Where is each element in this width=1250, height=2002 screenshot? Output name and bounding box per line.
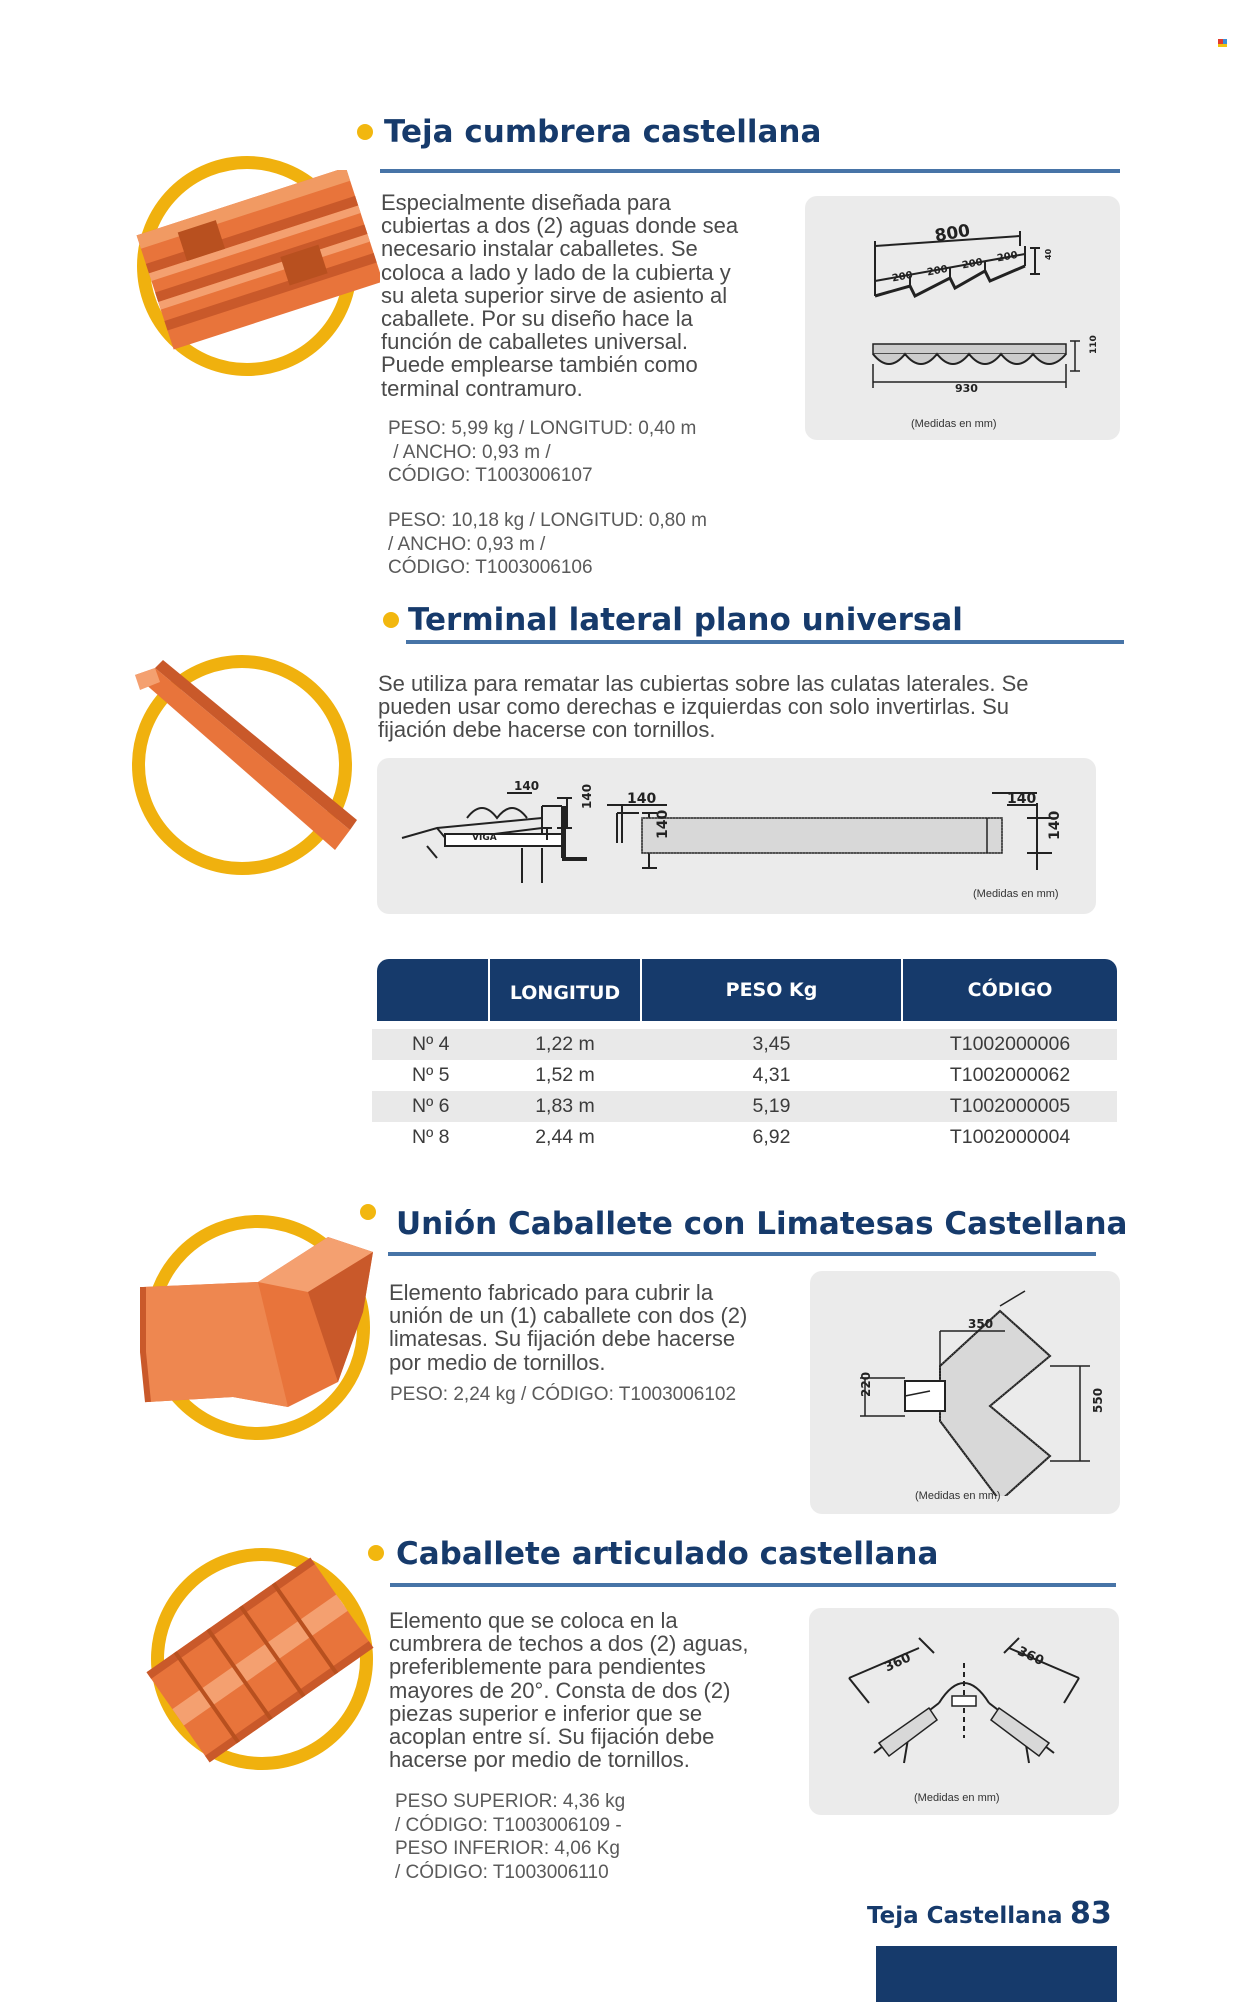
measurement-note: (Medidas en mm) [915, 1490, 1001, 1502]
product-image-caballete-articulado [140, 1550, 380, 1770]
product-spec: PESO: 10,18 kg / LONGITUD: 0,80 m / ANCHO: 0,93 m / CÓDIGO: T1003006106 [388, 510, 707, 578]
table-row [372, 1122, 1117, 1153]
table-cell: T1002000006 [949, 1033, 1071, 1055]
table-header [377, 959, 1117, 1021]
section-description: Se utiliza para rematar las cubiertas sobre las culatas laterales. Se pueden usar como derechas e izquierdas con solo invertirlas. Su fijación debe hacerse con tornillos. [378, 671, 1029, 743]
table-header-cell: LONGITUD [509, 982, 621, 1004]
section-description: Elemento fabricado para cubrir la unión de un (1) caballete con dos (2) limatesas. Su fijación debe hacerse por medio de tornillos. [389, 1280, 748, 1375]
table-row [372, 1029, 1117, 1060]
section-bullet [360, 1204, 376, 1220]
page-number: 83 [1070, 1896, 1112, 1931]
dimension-label: 140 [655, 809, 671, 839]
dimension-label: 360 [882, 1650, 914, 1676]
table-cell: 1,83 m [535, 1095, 595, 1117]
table-header-cell: PESO Kg [725, 979, 818, 1001]
corner-mark [1218, 44, 1227, 47]
technical-diagram [377, 758, 1096, 898]
dimension-label: 140 [514, 779, 540, 793]
dimension-label: 360 [1014, 1643, 1046, 1670]
dimension-label: 350 [968, 1317, 994, 1331]
product-image-terminal-lateral [125, 660, 365, 860]
table-cell: T1002000004 [949, 1126, 1071, 1148]
dimension-label: 200 [996, 249, 1019, 265]
dimension-label: 220 [859, 1371, 873, 1397]
measurement-note: (Medidas en mm) [911, 418, 997, 430]
product-image-union-caballete [138, 1232, 378, 1422]
dimension-label: 550 [1091, 1387, 1105, 1413]
table-cell: 4,31 [752, 1064, 791, 1086]
product-image-teja-cumbrera [130, 170, 380, 350]
technical-diagram [809, 1608, 1119, 1793]
dimension-label: 140 [1047, 810, 1063, 840]
dimension-label: 200 [926, 263, 949, 279]
section-title-caballete-articulado: Caballete articulado castellana [396, 1536, 939, 1572]
section-title-terminal-lateral: Terminal lateral plano universal [408, 602, 963, 638]
section-description: Especialmente diseñada para cubiertas a dos (2) aguas donde sea necesario instalar caballetes. Se coloca a lado y lado de la cubierta y su aleta superior sirve de asiento al caballete. Por su diseño hace la función de caballetes universal. Puede emplearse también como terminal contramuro. [381, 190, 739, 401]
section-title-teja-cumbrera: Teja cumbrera castellana [384, 114, 822, 150]
table-cell: 6,92 [752, 1126, 791, 1148]
table-cell: 5,19 [752, 1095, 791, 1117]
footer-bar [876, 1946, 1117, 2002]
dimension-label: 140 [627, 791, 657, 807]
dimension-label: 140 [1007, 791, 1037, 807]
table-cell: 2,44 m [535, 1126, 595, 1148]
table-cell: 3,45 [752, 1033, 791, 1055]
dimension-label: 110 [1089, 335, 1099, 354]
product-spec: PESO SUPERIOR: 4,36 kg / CÓDIGO: T1003006109 - PESO INFERIOR: 4,06 Kg / CÓDIGO: T1003006110 [395, 1791, 626, 1883]
table-cell: Nº 8 [412, 1126, 450, 1148]
table-cell: 1,52 m [535, 1064, 595, 1086]
dimension-label: 200 [961, 256, 984, 272]
dimension-label: 40 [1044, 248, 1053, 260]
dimension-label: 930 [955, 382, 978, 395]
section-bullet [383, 612, 399, 628]
table-row [372, 1060, 1117, 1091]
table-cell: 1,22 m [535, 1033, 595, 1055]
section-rule [390, 1583, 1116, 1587]
measurement-note: (Medidas en mm) [973, 888, 1059, 900]
section-description: Elemento que se coloca en la cumbrera de techos a dos (2) aguas, preferiblemente para pendientes mayores de 20°. Consta de dos (2) piezas superior e inferior que se acoplan entre sí. Su fijación debe hacerse por medio de tornillos. [389, 1608, 749, 1773]
product-spec: PESO: 2,24 kg / CÓDIGO: T1003006102 [390, 1384, 737, 1405]
dimension-label: 140 [580, 783, 594, 809]
table-row [372, 1091, 1117, 1122]
section-title-union-caballete: Unión Caballete con Limatesas Castellana [396, 1206, 1128, 1242]
table-cell: Nº 6 [412, 1095, 450, 1117]
technical-diagram [810, 1271, 1120, 1496]
dimension-label: 200 [891, 269, 914, 285]
table-header-cell [377, 959, 488, 1021]
table-cell: T1002000062 [949, 1064, 1071, 1086]
table-header-cell: CÓDIGO [967, 979, 1053, 1001]
section-rule [388, 1252, 1096, 1256]
section-rule [406, 640, 1124, 644]
dimension-label: VIGA [472, 833, 497, 843]
table-cell: T1002000005 [949, 1095, 1071, 1117]
technical-diagram [805, 196, 1120, 426]
table-cell: Nº 5 [412, 1064, 450, 1086]
measurement-note: (Medidas en mm) [914, 1792, 1000, 1804]
dimension-label: 800 [933, 220, 972, 247]
section-rule [380, 169, 1120, 173]
footer-section-label: Teja Castellana [867, 1903, 1063, 1929]
product-spec: PESO: 5,99 kg / LONGITUD: 0,40 m / ANCHO: 0,93 m / CÓDIGO: T1003006107 [388, 418, 697, 486]
section-bullet [357, 124, 373, 140]
table-cell: Nº 4 [412, 1033, 450, 1055]
